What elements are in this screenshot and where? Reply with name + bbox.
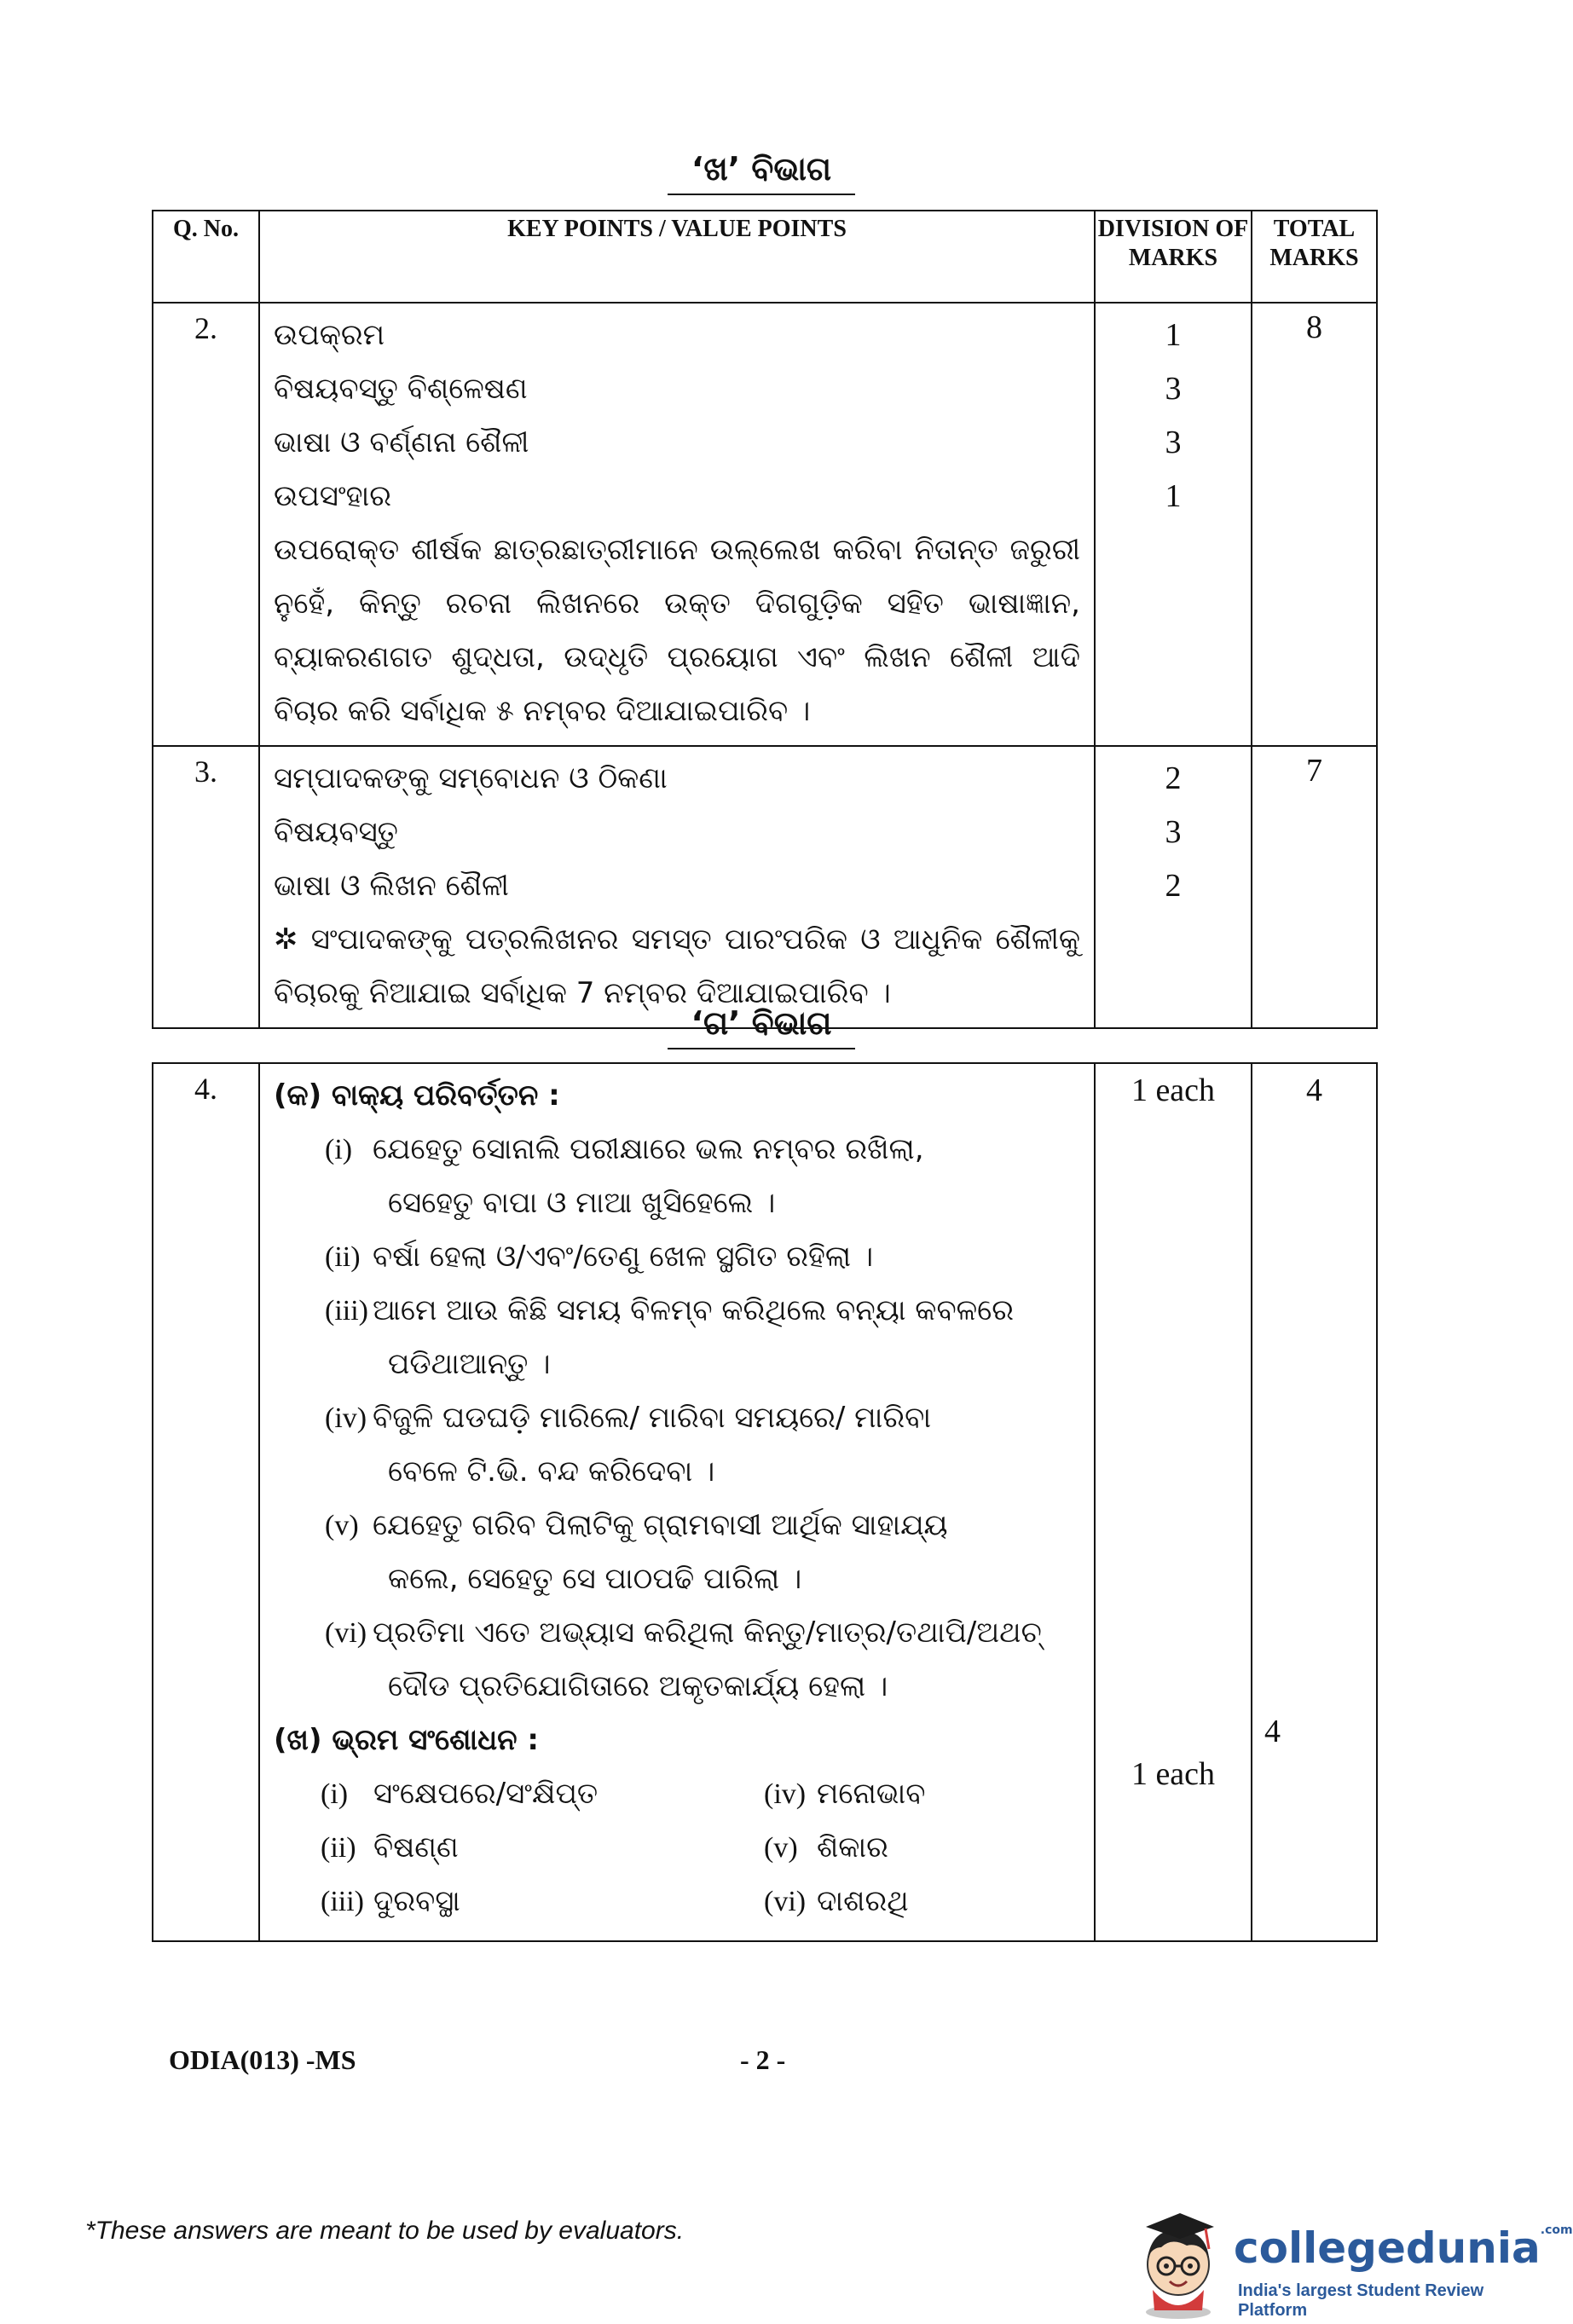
header-total: TOTAL MARKS (1252, 211, 1377, 303)
q2-point: ଉପସଂହାର (274, 479, 392, 513)
q2-point: ଉପକ୍ରମ (274, 318, 385, 352)
q2-total: 8 (1252, 303, 1377, 746)
list-item: (v) ଶିକାର (764, 1830, 888, 1864)
q2-division-mark: 1 (1165, 317, 1182, 353)
logo-wordmark: collegedunia$^{.com}$ (1234, 2223, 1573, 2273)
q3-division-mark: 3 (1165, 814, 1182, 850)
q4-part-kha-list (274, 1767, 1080, 1928)
q2-note: ଉପରୋକ୍ତ ଶୀର୍ଷକ ଛାତ୍ରଛାତ୍ରୀମାନେ ଉଲ୍ଲେଖ କରିବା ନିତାନ୍ତ ଜରୁରୀ ନୁହେଁ, କିନ୍ତୁ ରଚନା ଲିଖନରେ ଉକ୍ତ ଦିଗଗୁଡ଼ିକ ସହିତ ଭାଷାଜ୍ଞାନ, ବ୍ୟାକରଣଗତ ଶୁଦ୍ଧତା, ଉଦ୍ଧୃତି ପ୍ରୟୋଗ ଏବଂ ଲିଖନ ଶୈଳୀ ଆଦି ବିଚାର କରି ସର୍ବାଧିକ ୫ ନମ୍ବର ଦିଆଯାଇପାରିବ । (274, 533, 1080, 728)
list-item: (iii) ଆମେ ଆଉ କିଛି ସମୟ ବିଳମ୍ବ କରିଥିଲେ ବନ୍ୟା କବଳରେ (325, 1293, 1014, 1327)
q3-total: 7 (1252, 746, 1377, 1028)
evaluator-disclaimer: *These answers are meant to be used by evaluators. (85, 2217, 685, 2245)
q3-point: ସମ୍ପାଦକଙ୍କୁ ସମ୍ବୋଧନ ଓ ଠିକଣା (274, 761, 668, 795)
section-kha-title: ‘ଖ’ ବିଭାଗ (0, 150, 1523, 195)
list-item: (v) ଯେହେତୁ ଗରିବ ପିଲାଟିକୁ ଗ୍ରାମବାସୀ ଆର୍ଥିକ ସାହାଯ୍ୟ (325, 1508, 948, 1542)
q2-point: ଭାଷା ଓ ବର୍ଣ୍ଣନା ଶୈଳୀ (274, 425, 529, 460)
list-item: (iv) ମନୋଭାବ (764, 1777, 926, 1811)
q4-keypoints (259, 1063, 1095, 1941)
list-item: (vi) ପ୍ରତିମା ଏତେ ଅଭ୍ୟାସ କରିଥିଲା କିନ୍ତୁ/ମାତ୍ର/ତଥାପି/ଅଥଚ୍ (325, 1616, 1042, 1650)
list-item-continuation: କଲେ, ସେହେତୁ ସେ ପାଠପଢି ପାରିଲା । (388, 1562, 802, 1596)
list-item-continuation: ଦୌଡ ପ୍ରତିଯୋଗିତାରେ ଅକୃତକାର୍ଯ୍ୟ ହେଲା । (388, 1669, 888, 1703)
marking-table-section-ga (152, 1062, 1378, 1942)
q2-division-mark: 3 (1165, 371, 1182, 407)
list-item-continuation: ପଡିଥାଆନ୍ତୁ । (388, 1347, 551, 1381)
section-ga-title: ‘ଗ’ ବିଭାଗ (0, 1004, 1523, 1049)
q3-point: ଭାଷା ଓ ଲିଖନ ଶୈଳୀ (274, 869, 509, 903)
header-division: DIVISION OF MARKS (1095, 211, 1252, 303)
list-item: (vi) ଦାଶରଥି (764, 1884, 909, 1918)
list-item: (ii) ବିଷଣ୍ଣ (321, 1830, 459, 1864)
q4-part-kha-division: 1 each (1131, 1756, 1216, 1792)
q3-division (1095, 746, 1252, 1028)
q4-division (1095, 1063, 1252, 1941)
list-item-continuation: ବେଳେ ଟି.ଭି. ବନ୍ଦ କରିଦେବା । (388, 1454, 715, 1489)
marking-table-section-kha (152, 210, 1378, 1029)
q2-keypoints (259, 303, 1095, 746)
list-item-continuation: ସେହେତୁ ବାପା ଓ ମାଆ ଖୁସିହେଲେ । (388, 1186, 776, 1220)
q2-point: ବିଷୟବସ୍ତୁ ବିଶ୍ଳେଷଣ (274, 372, 528, 406)
table-header-row (153, 211, 1377, 303)
q2-division-mark: 3 (1165, 425, 1182, 460)
q4-part-ka-total: 4 (1306, 1072, 1322, 1108)
q4-number: 4. (153, 1063, 259, 1941)
list-item: (iv) ବିଜୁଳି ଘଡଘଡ଼ି ମାରିଲେ/ ମାରିବା ସମୟରେ/ ମାରିବା (325, 1401, 932, 1435)
collegedunia-logo (1127, 2208, 1573, 2320)
q3-keypoints (259, 746, 1095, 1028)
list-item: (i) ସଂକ୍ଷେପରେ/ସଂକ୍ଷିପ୍ତ (321, 1777, 599, 1811)
q4-part-ka-heading: (କ) ବାକ୍ୟ ପରିବର୍ତ୍ତନ : (274, 1078, 560, 1113)
q3-number: 3. (153, 746, 259, 1028)
q4-total (1252, 1063, 1377, 1941)
list-item: (i) ଯେହେତୁ ସୋନାଲି ପରୀକ୍ଷାରେ ଭଲ ନମ୍ବର ରଖିଲା, (325, 1132, 924, 1166)
table-row-q2 (153, 303, 1377, 746)
q3-division-mark: 2 (1165, 868, 1182, 904)
table-row-q3 (153, 746, 1377, 1028)
list-item: (iii) ଦୁରବସ୍ଥା (321, 1884, 460, 1918)
q4-part-ka-division: 1 each (1131, 1072, 1216, 1108)
header-qno: Q. No. (153, 211, 259, 303)
q3-division-mark: 2 (1165, 760, 1182, 796)
q2-division-mark: 1 (1165, 478, 1182, 514)
q4-part-kha-total: 4 (1264, 1714, 1281, 1749)
q3-note: ✲ ସଂପାଦକଙ୍କୁ ପତ୍ରଲିଖନର ସମସ୍ତ ପାରଂପରିକ ଓ ଆଧୁନିକ ଶୈଳୀକୁ ବିଚାରକୁ ନିଆଯାଇ ସର୍ବାଧିକ 7 ନମ୍ବର ଦିଆଯାଇପାରିବ । (274, 922, 1080, 1010)
q2-number: 2. (153, 303, 259, 746)
paper-code: ODIA(013) -MS (169, 2044, 356, 2075)
q4-part-kha-heading: (ଖ) ଭ୍ରମ ସଂଶୋଧନ : (274, 1723, 540, 1757)
header-keypoints: KEY POINTS / VALUE POINTS (259, 211, 1095, 303)
list-item: (ii) ବର୍ଷା ହେଲା ଓ/ଏବଂ/ତେଣୁ ଖେଳ ସ୍ଥଗିତ ରହିଲା । (325, 1240, 874, 1274)
q3-point: ବିଷୟବସ୍ତୁ (274, 815, 398, 849)
table-row-q4 (153, 1063, 1377, 1941)
q2-division (1095, 303, 1252, 746)
student-mascot-icon (1127, 2208, 1229, 2319)
page-number: - 2 - (740, 2044, 786, 2075)
logo-tagline: India's largest Student Review Platform (1238, 2281, 1484, 2320)
